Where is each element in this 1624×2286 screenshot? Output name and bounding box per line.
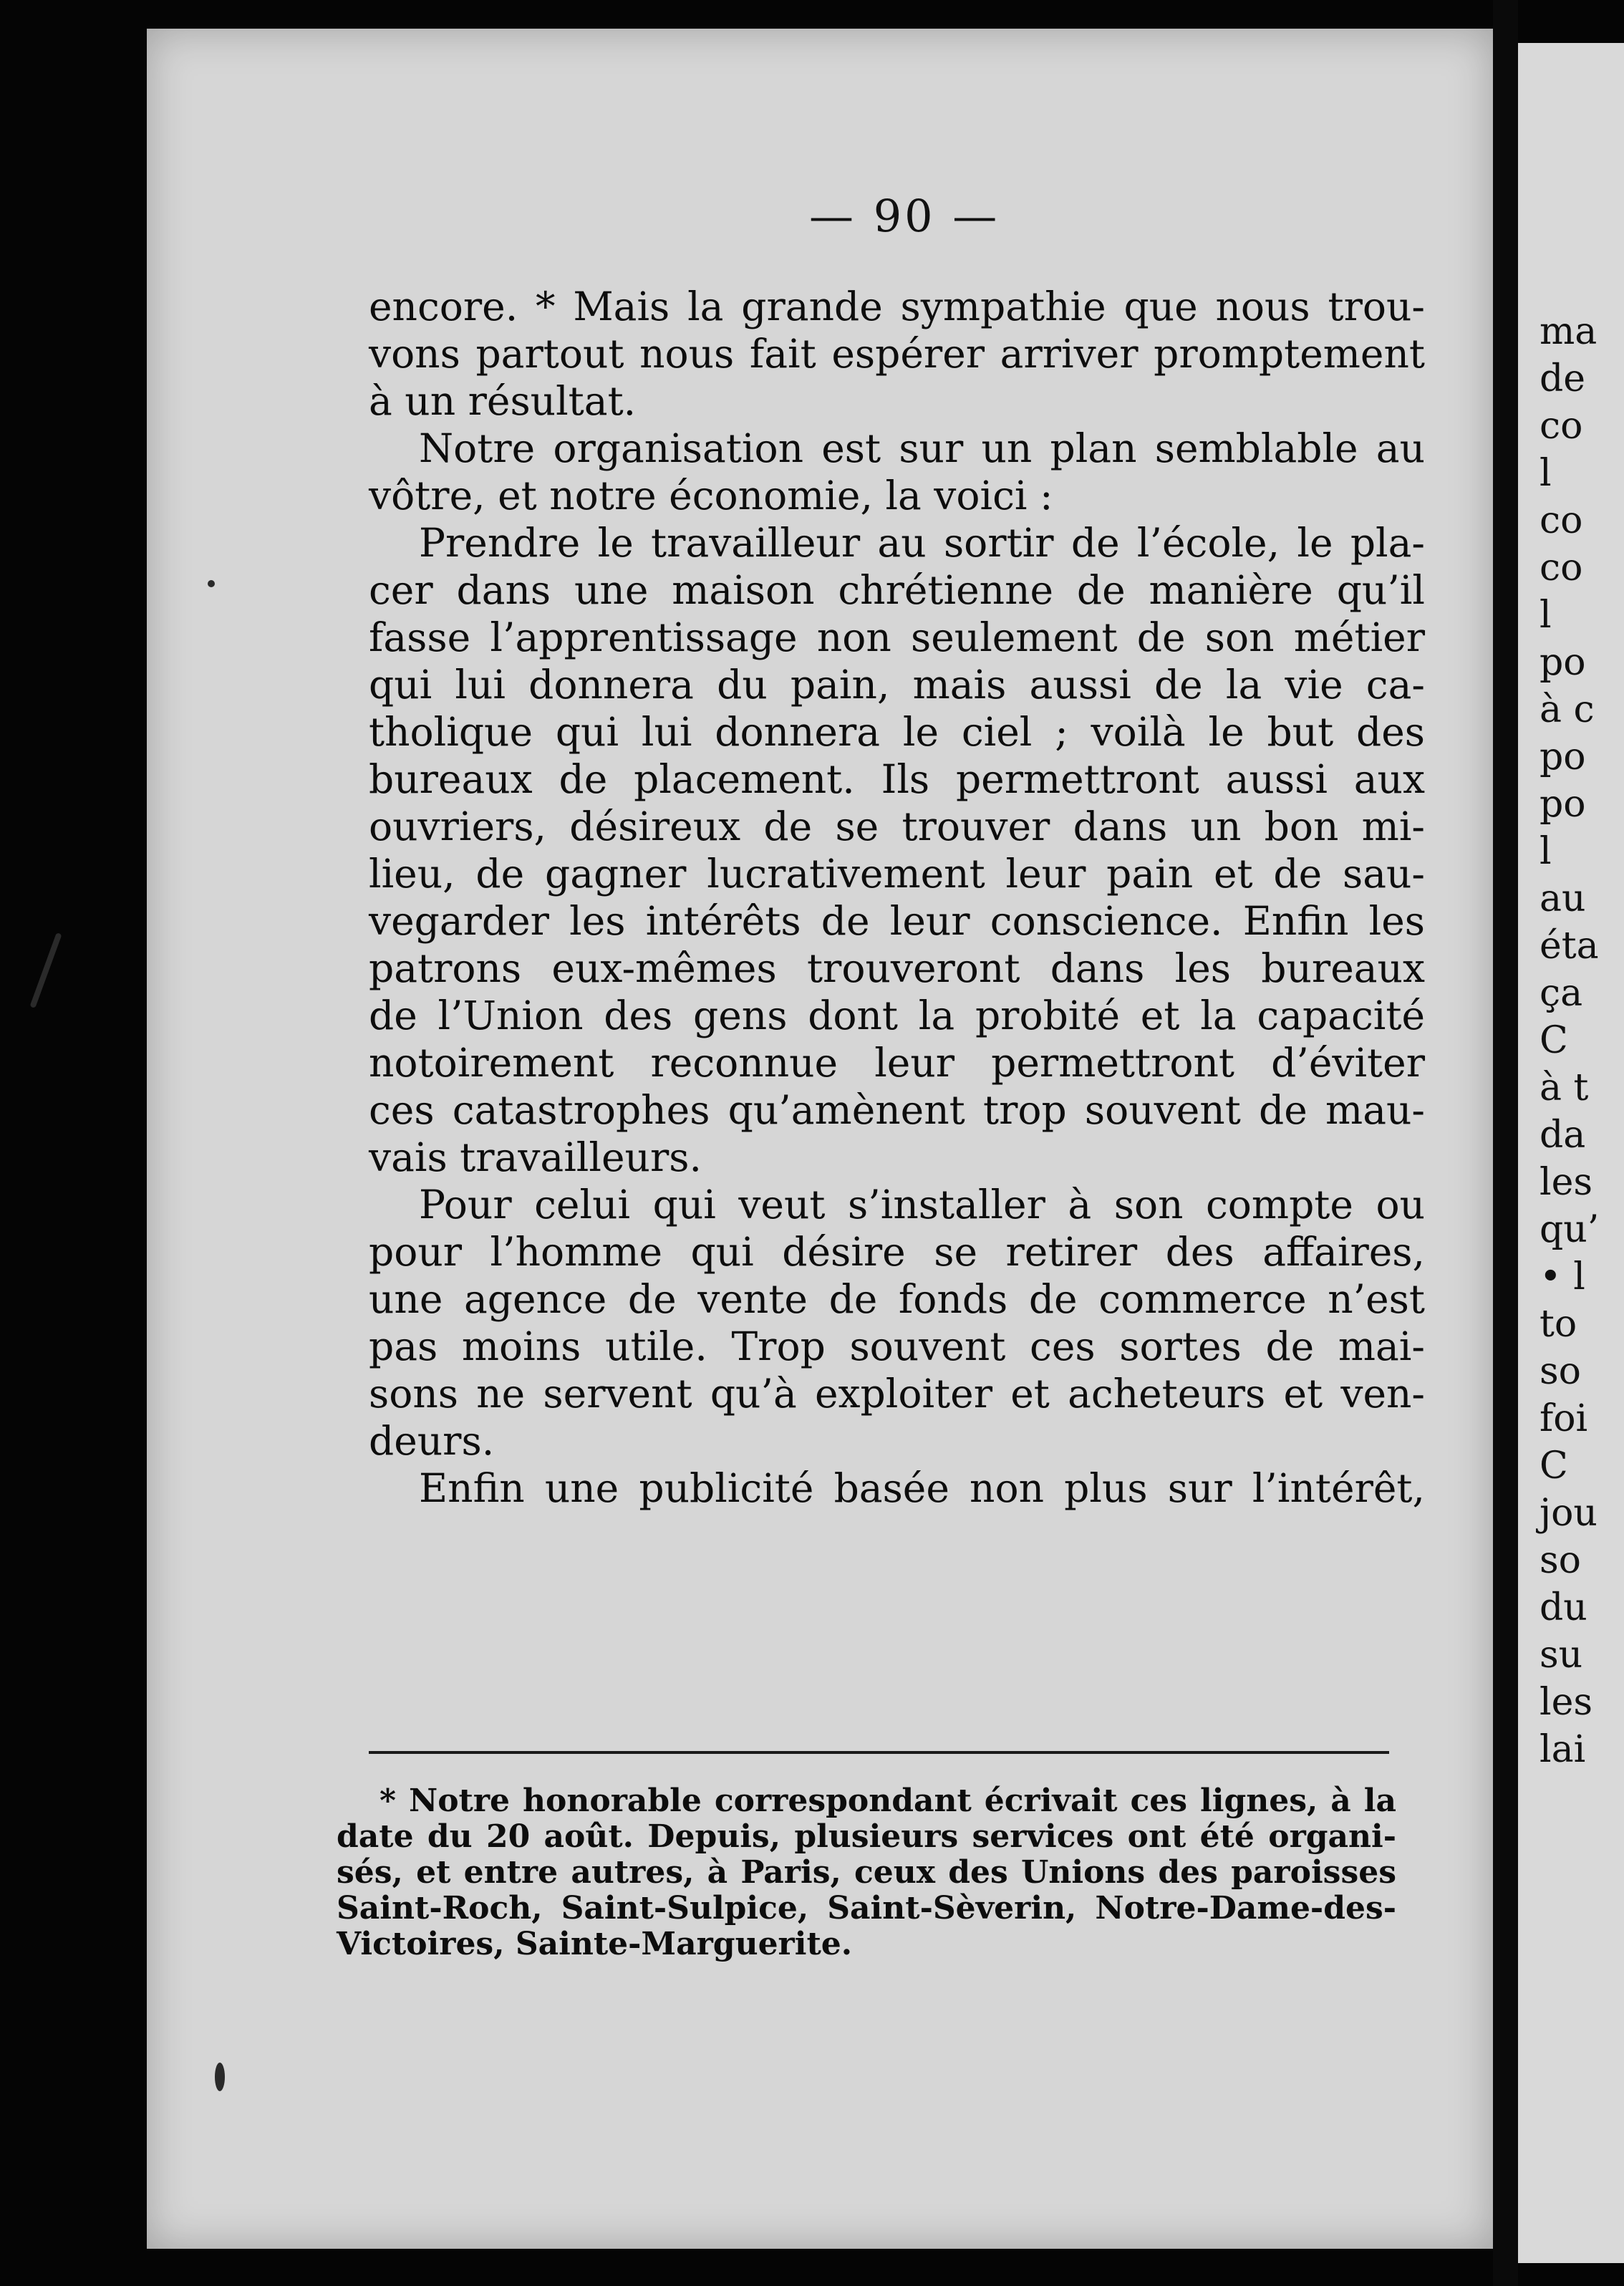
fragment: co [1540, 499, 1583, 542]
fragment: éta [1540, 925, 1599, 968]
fragment: su [1540, 1634, 1583, 1677]
text-line: notoirement reconnue leur permettront d’éviter [369, 1040, 1425, 1086]
scan-speck [215, 2063, 225, 2091]
right-page-fragments [1540, 308, 1599, 1773]
fragment: au [1540, 877, 1586, 920]
book-gutter [1493, 0, 1518, 2286]
footnote-line: sés, et entre autres, à Paris, ceux des Unions des paroisses [337, 1854, 1396, 1891]
fragment: de [1540, 357, 1586, 400]
fragment: so [1540, 1350, 1581, 1393]
text-line: Prendre le travailleur au sortir de l’école, le pla- [419, 520, 1425, 566]
text-line: ouvriers, désireux de se trouver dans un bon mi- [369, 804, 1425, 849]
text-line: cer dans une maison chrétienne de manière qu’il [369, 567, 1425, 613]
text-line: patrons eux-mêmes trouveront dans les bureaux [369, 945, 1425, 991]
text-line: Notre organisation est sur un plan semblable au [419, 425, 1425, 471]
text-line: pas moins utile. Trop souvent ces sortes de mai- [369, 1323, 1425, 1369]
fragment: foi [1540, 1397, 1588, 1440]
footnote-line: date du 20 août. Depuis, plusieurs services ont été organi- [337, 1818, 1396, 1855]
fragment: à c [1540, 688, 1595, 731]
fragment: ça [1540, 972, 1583, 1015]
fragment: les [1540, 1161, 1593, 1204]
text-line: bureaux de placement. Ils permettront aussi aux [369, 756, 1425, 802]
fragment: po [1540, 783, 1586, 826]
fragment: jou [1540, 1492, 1598, 1535]
fragment: po [1540, 641, 1586, 684]
fragment: C [1540, 1445, 1568, 1487]
text-line: vais travailleurs. [369, 1134, 702, 1180]
fragment: co [1540, 546, 1583, 589]
footnote-line: * Notre honorable correspondant écrivait ces lignes, à la [380, 1783, 1396, 1819]
text-line: pour l’homme qui désire se retirer des affaires, [369, 1229, 1425, 1275]
text-line: vons partout nous fait espérer arriver promptement [369, 331, 1425, 377]
text-line: sons ne servent qu’à exploiter et acheteurs et ven- [369, 1371, 1425, 1417]
fragment: co [1540, 405, 1583, 448]
fragment: po [1540, 736, 1586, 778]
footnote-line: Victoires, Sainte-Marguerite. [337, 1926, 853, 1962]
footnote-line: Saint-Roch, Saint-Sulpice, Saint-Sèverin, Notre-Dame-des- [337, 1890, 1396, 1926]
text-line: deurs. [369, 1418, 495, 1464]
fragment: lai [1540, 1728, 1586, 1771]
fragment: les [1540, 1681, 1593, 1724]
fragment: l [1540, 830, 1552, 873]
fragment: l [1540, 452, 1552, 495]
text-line: une agence de vente de fonds de commerce n’est [369, 1276, 1425, 1322]
fragment: qu’ [1540, 1208, 1600, 1251]
fragment: so [1540, 1539, 1581, 1582]
text-line: tholique qui lui donnera le ciel ; voilà le but des [369, 709, 1425, 755]
scan-speck [208, 580, 215, 587]
text-line: à un résultat. [369, 378, 637, 424]
footnote [337, 1783, 1396, 1962]
fragment: ma [1540, 310, 1598, 353]
text-line: Enfin une publicité basée non plus sur l’intérêt, [419, 1465, 1425, 1511]
fragment: C [1540, 1019, 1568, 1062]
text-line: fasse l’apprentissage non seulement de son métier [369, 614, 1425, 660]
text-line: Pour celui qui veut s’installer à son compte ou [419, 1182, 1425, 1228]
fragment: du [1540, 1586, 1587, 1629]
text-line: encore. * Mais la grande sympathie que nous trou- [369, 284, 1425, 329]
text-line: vôtre, et notre économie, la voici : [369, 473, 1053, 519]
fragment: • l [1540, 1255, 1585, 1298]
footnote-rule [369, 1751, 1389, 1754]
text-line: vegarder les intérêts de leur conscience. Enfin les [369, 898, 1425, 944]
body-text [369, 283, 1425, 1512]
text-line: de l’Union des gens dont la probité et la capacité [369, 993, 1425, 1038]
fragment: da [1540, 1114, 1586, 1157]
fragment: l [1540, 594, 1552, 637]
text-line: qui lui donnera du pain, mais aussi de la vie ca- [369, 662, 1425, 708]
fragment: to [1540, 1303, 1577, 1346]
scan-speck [29, 932, 62, 1008]
fragment: à t [1540, 1066, 1589, 1109]
text-line: lieu, de gagner lucrativement leur pain et de sau- [369, 851, 1425, 897]
text-line: ces catastrophes qu’amènent trop souvent de mau- [369, 1087, 1425, 1133]
page-number: — 90 — [809, 190, 1000, 242]
